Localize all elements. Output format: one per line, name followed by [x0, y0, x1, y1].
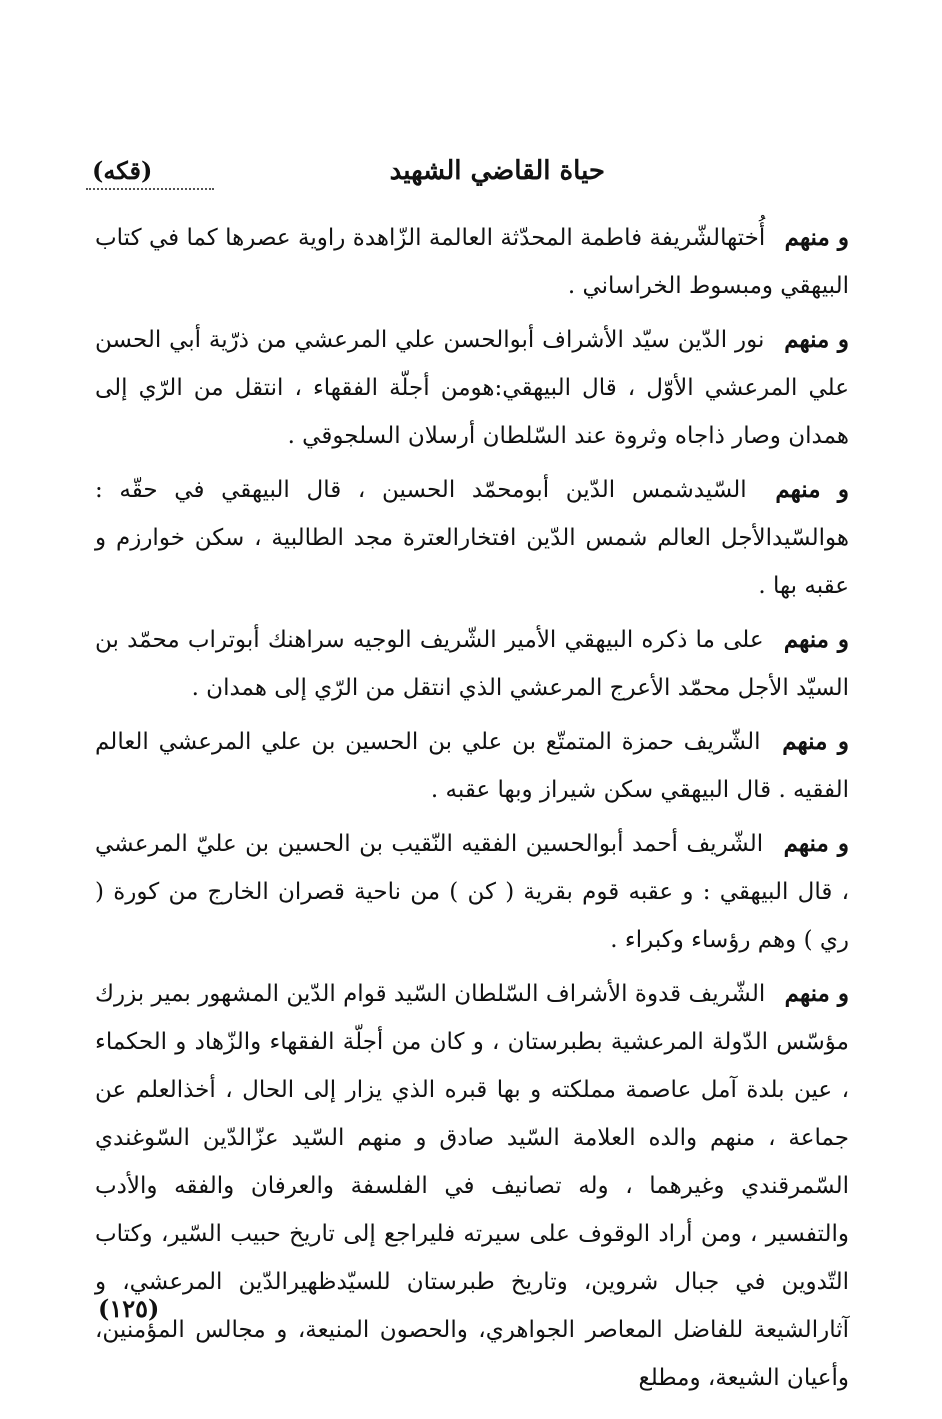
paragraph-lead: و منهم — [782, 728, 849, 755]
body-text — [95, 214, 849, 1408]
paragraph-lead: و منهم — [783, 626, 850, 653]
paragraph-lead: و منهم — [775, 476, 849, 503]
paragraph — [95, 214, 849, 310]
paragraph — [95, 466, 849, 610]
page-number: (١٢٥) — [98, 1294, 160, 1323]
paragraph — [95, 316, 849, 460]
header-page-code: (قكه) — [92, 156, 153, 185]
paragraph-lead: و منهم — [784, 224, 850, 251]
paragraph-text: الشّريف أحمد أبوالحسين الفقيه النّقيب بن الحسين بن عليّ المرعشي ، قال البيهقي : و عقبه قوم بقرية ( كن ) من ناحية قصران الخارج من كورة ( ري ) وهم رؤساء وكبراء . — [95, 831, 849, 953]
paragraph-text: الشّريف قدوة الأشراف السّلطان السّيد قوام الدّين المشهور بمير بزرك مؤسّس الدّولة المرعشية بطبرستان ، و كان من أجلّة الفقهاء والزّهاد و الحكماء ، عين بلدة آمل عاصمة مملكته و بها قبره الذي يزار إلى الحال ، أخذالعلم عن جماعة ، منهم والده العلامة السّيد صادق و منهم السّيد عزّالدّين السّوغندي السّمرقندي وغيرهما ، وله تصانيف في الفلسفة والعرفان والفقه والأدب والتفسير ، ومن أراد الوقوف على سيرته فليراجع إلى تاريخ حبيب السّير، وكتاب التّدوين في جبال شروين، وتاريخ طبرستان للسيّدظهيرالدّين المرعشي، و آثارالشيعة للفاضل المعاصر الجواهري، والحصون المنيعة، و مجالس المؤمنين، وأعيان الشيعة، ومطلع — [95, 981, 849, 1391]
paragraph — [95, 718, 849, 814]
page-header — [80, 148, 860, 200]
running-title: حياة القاضي الشهيد — [389, 156, 605, 186]
paragraph-text: على ما ذكره البيهقي الأمير الشّريف الوجيه سراهنك أبوتراب محمّد بن السيّد الأجل محمّد الأعرج المرعشي الذي انتقل من الرّي إلى همدان . — [95, 627, 849, 701]
paragraph — [95, 970, 849, 1402]
paragraph-lead: و منهم — [784, 326, 849, 353]
paragraph-text: السّيدشمس الدّين أبومحمّد الحسين ، قال البيهقي في حقّه : هوالسّيدالأجل العالم شمس الدّين افتخارالعترة مجد الطالبية ، سكن خوارزم و عقبه بها . — [95, 477, 849, 599]
paragraph-text: أُختهالشّريفة فاطمة المحدّثة العالمة الزّاهدة راوية عصرها كما في كتاب البيهقي ومبسوط الخراساني . — [95, 225, 849, 299]
paragraph-text: نور الدّين سيّد الأشراف أبوالحسن علي المرعشي من ذرّية أبي الحسن علي المرعشي الأوّل ، قال البيهقي:هومن أجلّة الفقهاء ، انتقل من الرّي إلى همدان وصار ذاجاه وثروة عند السّلطان أرسلان السلجوقي . — [95, 327, 849, 449]
paragraph-text: الشّريف حمزة المتمتّع بن علي بن الحسين بن علي المرعشي العالم الفقيه . قال البيهقي سكن شيراز وبها عقبه . — [95, 729, 849, 803]
paragraph-lead: و منهم — [783, 830, 849, 857]
header-dotted-rule — [86, 188, 214, 190]
paragraph — [95, 616, 849, 712]
paragraph — [95, 820, 849, 964]
paragraph-lead: و منهم — [784, 980, 849, 1007]
